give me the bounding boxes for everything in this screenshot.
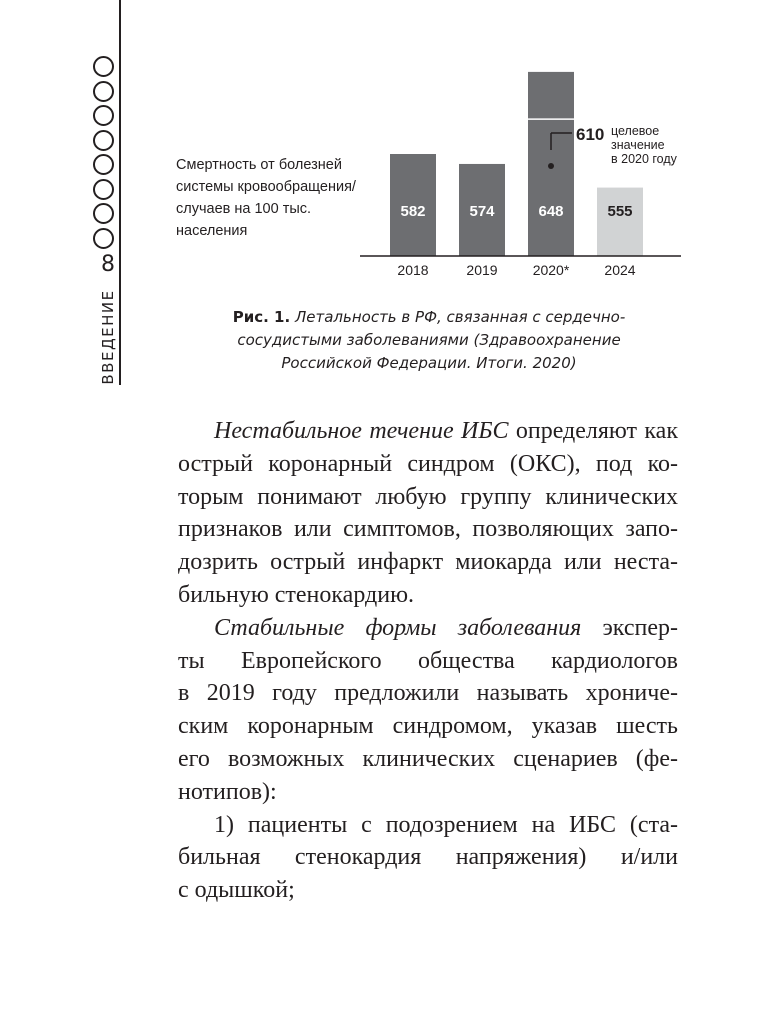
- paragraph-1-line: признаков или симптомов, позволяющих запо-: [178, 516, 678, 543]
- paragraph-1-line: острый коронарный синдром (ОКС), под ко-: [178, 450, 678, 477]
- bar-value-label: 582: [400, 203, 426, 220]
- caption-line-2: [190, 329, 668, 352]
- italic-term: Нестабильное течение ИБС: [214, 418, 509, 444]
- chart-description-line: системы кровообращения/: [176, 179, 356, 195]
- line-text: экспер-: [602, 614, 679, 641]
- caption-line-1: [190, 306, 668, 329]
- caption-line-3: [190, 352, 668, 375]
- italic-term: Стабильные формы заболевания: [214, 614, 582, 641]
- chart-description-line: населения: [176, 223, 248, 239]
- x-tick-label: 2019: [466, 262, 498, 278]
- paragraph-2-line: [178, 612, 678, 645]
- caption-label: Рис. 1.: [232, 308, 291, 326]
- paragraph-1-line: торым понимают любую группу клинических: [178, 483, 678, 510]
- paragraph-2-line: в 2019 году предложили называть хрониче-: [178, 680, 678, 707]
- line-text: определяют как: [515, 418, 678, 444]
- caption-text: сосудистыми заболеваниями (Здравоохранение: [237, 331, 621, 349]
- paragraph-2-line: нотипов):: [178, 778, 277, 805]
- section-label: ВВЕДЕНИЕ: [99, 289, 117, 385]
- chart-description-line: Смертность от болезней: [176, 157, 342, 173]
- caption-text: Российской Федерации. Итоги. 2020): [281, 354, 577, 372]
- caption-text: Летальность в РФ, связанная с сердечно-: [294, 308, 626, 326]
- paragraph-2-line: его возможных клинических сценариев (фе-: [178, 745, 678, 772]
- x-tick-label: 2020*: [532, 262, 570, 278]
- chart-description-line: случаев на 100 тыс.: [176, 201, 312, 217]
- list-item-line: 1) пациенты с подозрением на ИБС (ста-: [214, 811, 678, 838]
- mortality-bar-chart: [0, 0, 768, 290]
- bar-value-label: 574: [469, 203, 495, 220]
- target-note: значение: [611, 138, 665, 152]
- target-value-label: 610: [576, 125, 605, 144]
- bar-2024: [597, 188, 643, 256]
- target-note: целевое: [611, 124, 660, 138]
- paragraph-2-line: ты Европейского общества кардиологов: [178, 647, 678, 674]
- list-item-line: с одышкой;: [178, 877, 295, 904]
- target-marker-dot: [548, 163, 554, 169]
- bar-value-label: 555: [607, 203, 633, 220]
- paragraph-2-line: ским коронарным синдромом, указав шесть: [178, 713, 678, 740]
- target-note: в 2020 году: [611, 152, 677, 166]
- paragraph-1-line: бильную стенокардию.: [178, 581, 415, 608]
- paragraph-1-line: [178, 415, 678, 448]
- paragraph-1-line: дозрить острый инфаркт миокарда или неста-: [178, 549, 678, 576]
- figure-caption: [190, 306, 668, 375]
- list-item-line: бильная стенокардия напряжения) и/или: [178, 844, 678, 871]
- bar-value-label: 648: [538, 203, 564, 220]
- page-number: 8: [101, 252, 115, 277]
- body-text: [178, 415, 678, 907]
- x-tick-label: 2018: [397, 262, 429, 278]
- x-tick-label: 2024: [604, 262, 636, 278]
